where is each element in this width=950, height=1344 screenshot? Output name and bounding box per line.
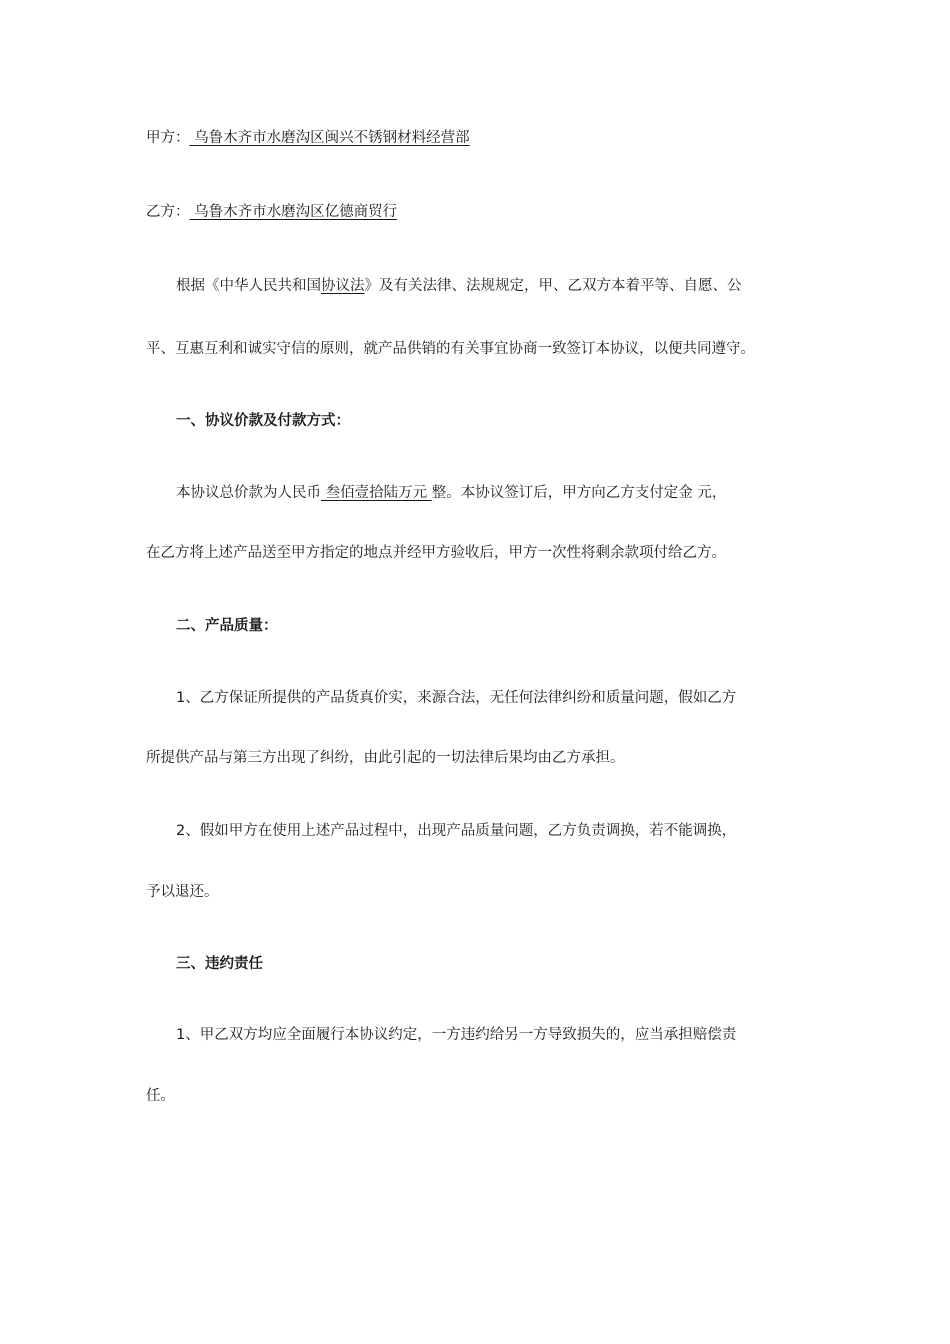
section1-paragraph-line1: [176, 483, 726, 503]
party-b-name: 乌鲁木齐市水磨沟区亿德商贸行: [189, 204, 398, 220]
section1-heading: 一、协议价款及付款方式：: [176, 413, 350, 429]
section2-item1-line2: 所提供产品与第三方出现了纠纷，由此引起的一切法律后果均由乙方承担。: [146, 750, 625, 766]
section1-paragraph-line2: 在乙方将上述产品送至甲方指定的地点并经甲方验收后，甲方一次性将剩余款项付给乙方。: [146, 545, 726, 561]
intro-text-2: 》及有关法律、法规规定，甲、乙双方本着平等、自愿、公: [364, 278, 742, 294]
party-b-label: 乙方：: [146, 204, 190, 220]
section3-heading: 三、违约责任: [176, 956, 263, 972]
intro-paragraph-line2: 平、互惠互利和诚实守信的原则，就产品供销的有关事宜协商一致签订本协议，以便共同遵守。: [146, 341, 755, 357]
intro-paragraph-line1: [176, 276, 742, 296]
party-b-line: [146, 202, 397, 222]
payment-text-after: 整。本协议签订后，甲方向乙方支付定金 元，: [431, 485, 727, 501]
section2-item2-line1: 2、假如甲方在使用上述产品过程中，出现产品质量问题，乙方负责调换，若不能调换，: [176, 823, 737, 839]
intro-text-1: 根据《中华人民共和国: [176, 278, 321, 294]
party-a-label: 甲方：: [146, 130, 190, 146]
section2-heading: 二、产品质量：: [176, 618, 278, 634]
section2-item2-line2: 予以退还。: [146, 884, 219, 900]
section3-item1-line1: 1、甲乙双方均应全面履行本协议约定，一方违约给另一方导致损失的，应当承担赔偿责: [176, 1027, 737, 1043]
section3-item1-line2: 任。: [146, 1088, 175, 1104]
section2-item1-line1: 1、乙方保证所提供的产品货真价实，来源合法，无任何法律纠纷和质量问题，假如乙方: [176, 690, 737, 706]
payment-text-before: 本协议总价款为人民币: [176, 485, 321, 501]
payment-amount: 叁佰壹拾陆万元: [321, 485, 432, 501]
party-a-line: [146, 128, 470, 148]
party-a-name: 乌鲁木齐市水磨沟区闽兴不锈钢材料经营部: [189, 130, 470, 146]
law-link[interactable]: 协议法: [321, 278, 365, 294]
